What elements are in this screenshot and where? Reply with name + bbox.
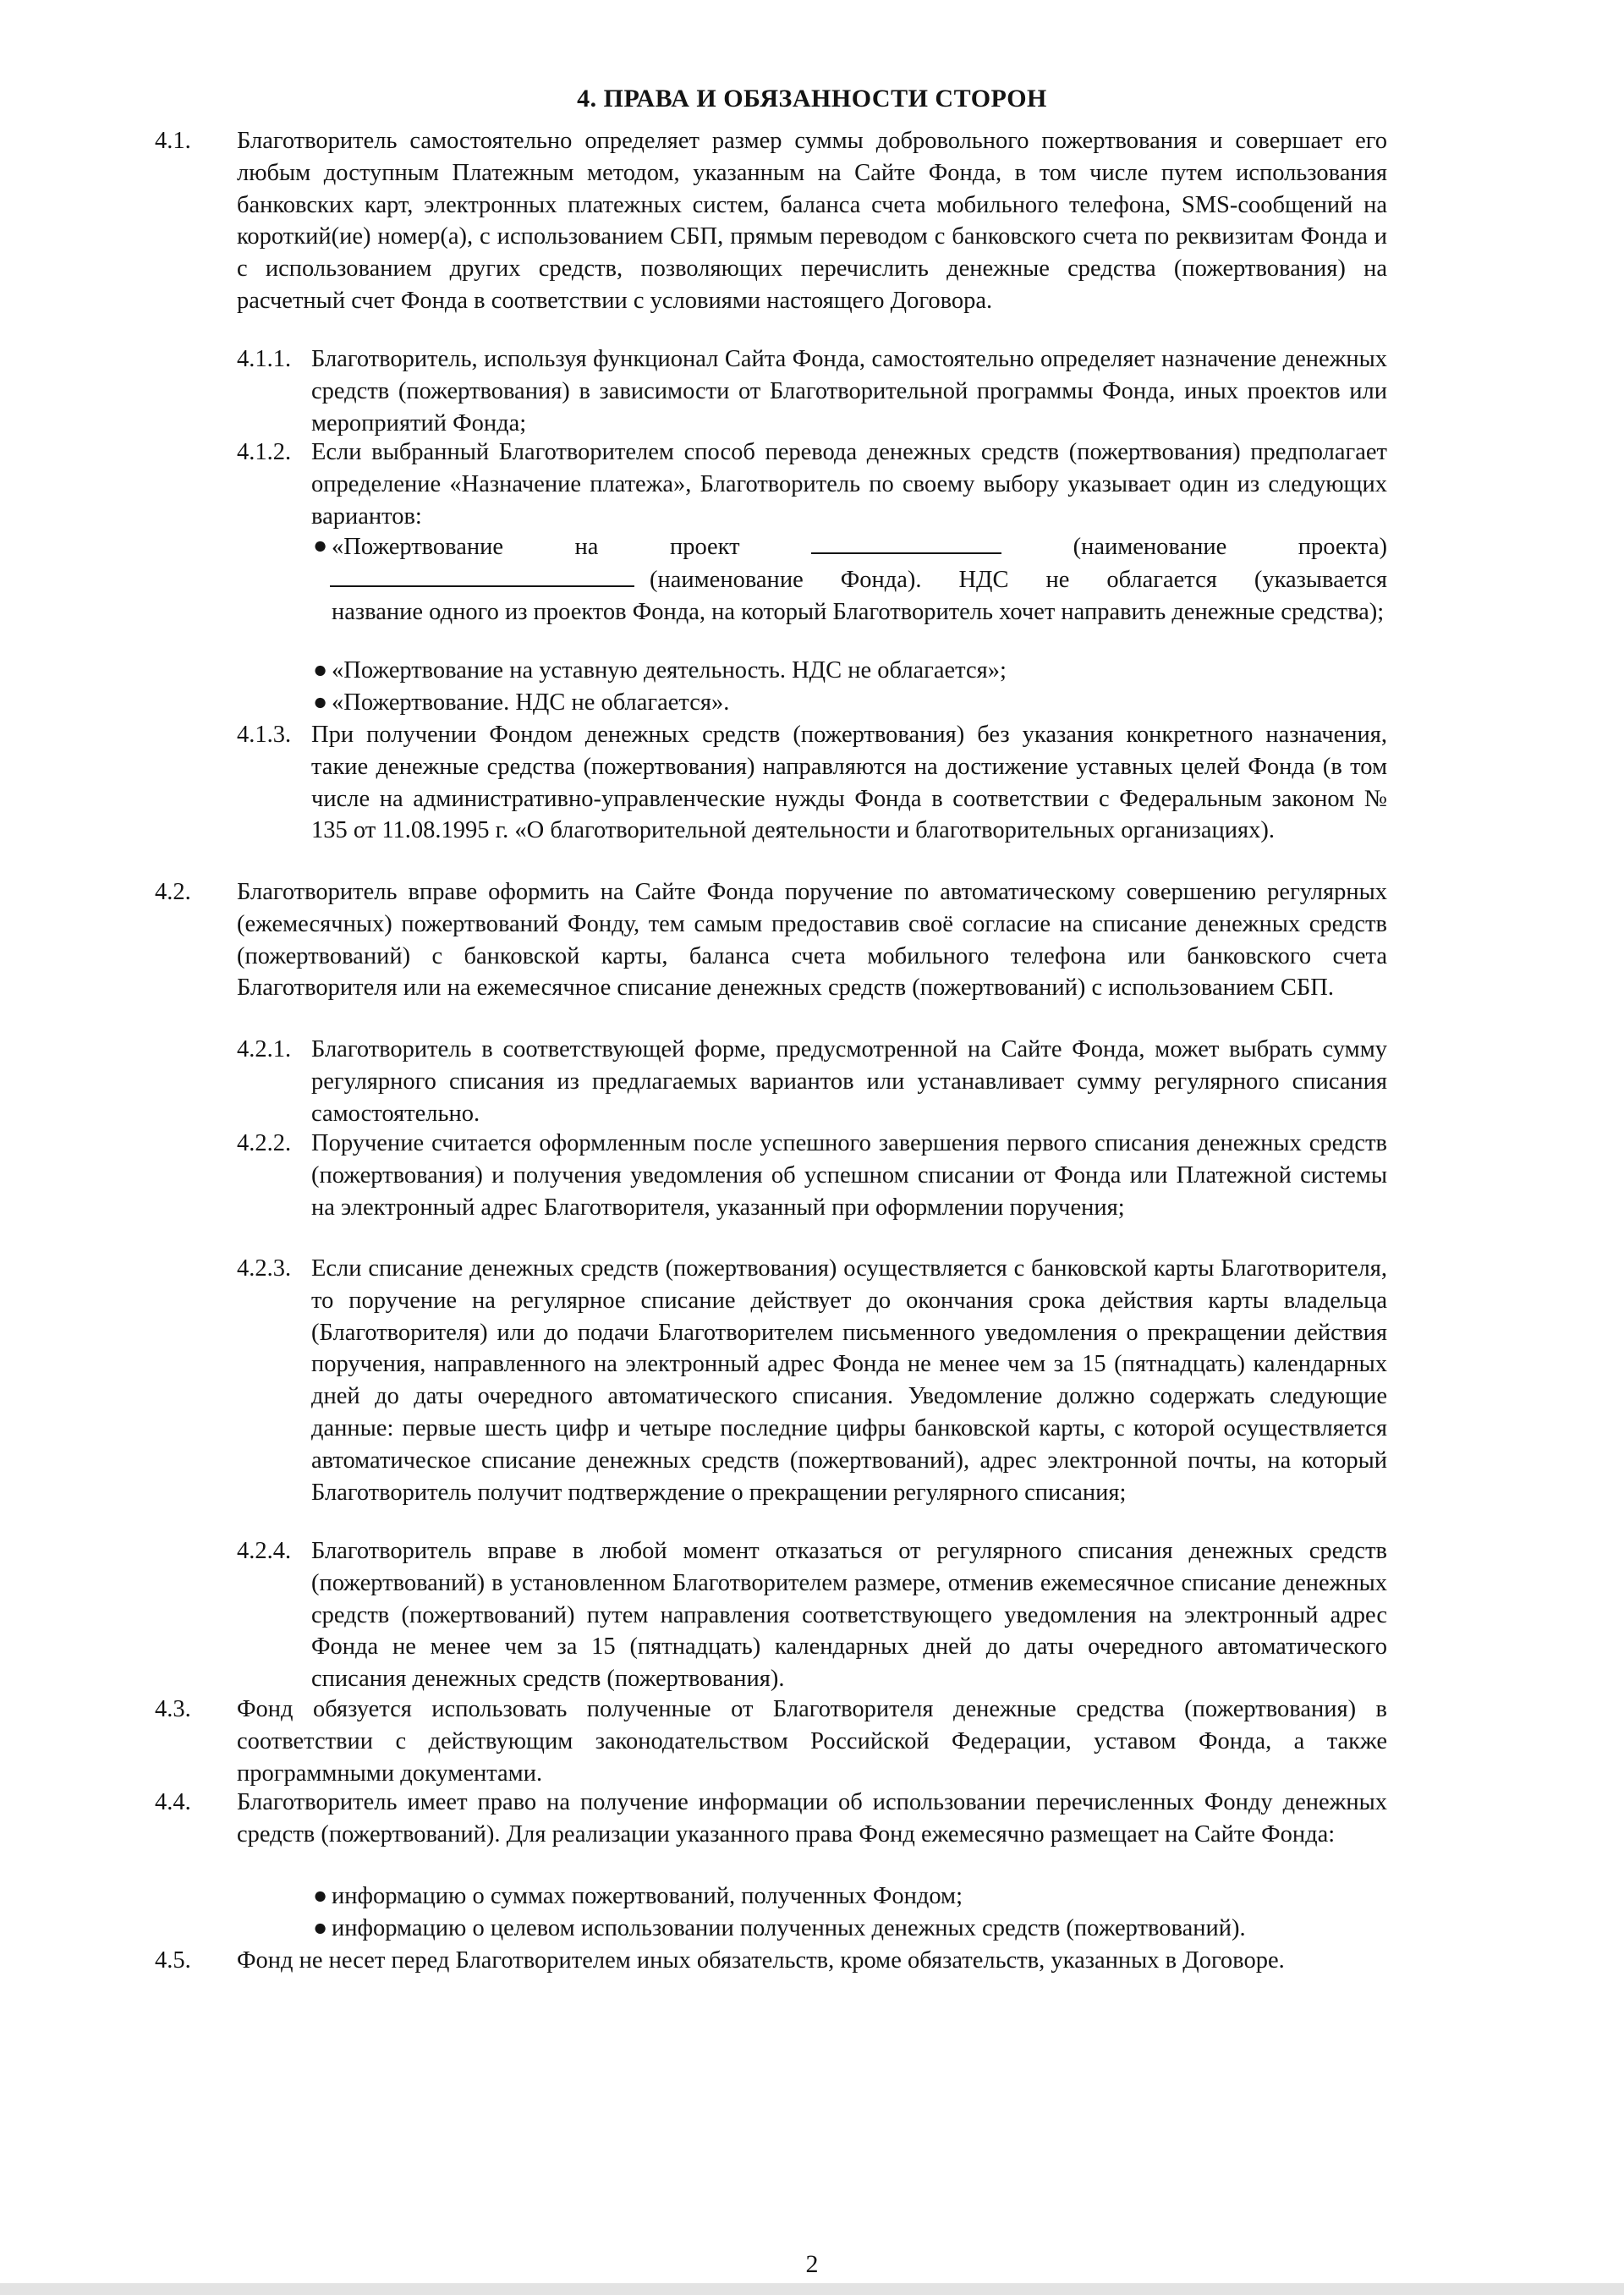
- clause-number: 4.1.2.: [237, 439, 292, 465]
- clause-number: 4.3.: [155, 1696, 191, 1722]
- clause-number: 4.2.4.: [237, 1538, 292, 1564]
- scan-edge: [0, 2283, 1624, 2295]
- bullet-dot-icon: ●: [313, 1883, 328, 1909]
- clause-text: Фонд не несет перед Благотворителем иных обязательств, кроме обязательств, указанных в Договоре.: [237, 1947, 1285, 1974]
- bullet-word: на: [574, 534, 599, 560]
- clause-number: 4.5.: [155, 1947, 191, 1974]
- bullet-word: (наименование: [1073, 534, 1227, 560]
- bullet-text: «Пожертвование на уставную деятельность. НДС не облагается»;: [332, 657, 1007, 684]
- bullet-word: (наименование Фонда). НДС не облагается (указывается: [650, 566, 1387, 593]
- clause-text: Поручение считается оформленным после успешного завершения первого списания денежных средств (пожертвования) и получения уведомления об успешном списании от Фонда или Платежной системы на электронный адрес Благотворителя, указанный при оформлении поручения;: [311, 1130, 1387, 1221]
- clause-text: Благотворитель вправе в любой момент отказаться от регулярного списания денежных средств (пожертвований) в установленном Благотворителем размере, отменив ежемесячное списание денежных средств (пожертвований) путем направления соответствующего уведомления на электронный адрес Фонда не менее чем за 15 (пятнадцать) календарных дней до даты очередного автоматического списания денежных средств (пожертвования).: [311, 1538, 1387, 1693]
- clause-text: Если выбранный Благотворителем способ перевода денежных средств (пожертвования) предполагает определение «Назначение платежа», Благотворитель по своему выбору указывает один из следующих вариантов:: [311, 439, 1387, 530]
- section-title: 4. ПРАВА И ОБЯЗАННОСТИ СТОРОН: [577, 85, 1047, 113]
- bullet-text: информацию о целевом использовании полученных денежных средств (пожертвований).: [332, 1915, 1246, 1941]
- clause-number: 4.4.: [155, 1789, 191, 1815]
- bullet-dot-icon: ●: [313, 533, 328, 559]
- bullet-dot-icon: ●: [313, 689, 328, 716]
- clause-text: Благотворитель имеет право на получение информации об использовании перечисленных Фонду денежных средств (пожертвований). Для реализации указанного права Фонд ежемесячно размещает на Сайте Фонда:: [237, 1789, 1387, 1848]
- bullet-text: «Пожертвование. НДС не облагается».: [332, 689, 730, 716]
- bullet-dot-icon: ●: [313, 657, 328, 684]
- bullet-word: проекта): [1298, 534, 1387, 560]
- clause-text: При получении Фондом денежных средств (пожертвования) без указания конкретного назначения, такие денежные средства (пожертвования) направляются на достижение уставных целей Фонда (в том числе на административно-управленческие нужды Фонда в соответствии с Федеральным законом № 135 от 11.08.1995 г. «О благотворительной деятельности и благотворительных организациях).: [311, 722, 1387, 844]
- bullet-continuation: название одного из проектов Фонда, на который Благотворитель хочет направить денежные средства);: [332, 598, 1385, 625]
- bullet-text: информацию о суммах пожертвований, полученных Фондом;: [332, 1883, 963, 1909]
- clause-number: 4.1.1.: [237, 346, 292, 372]
- clause-text: Фонд обязуется использовать полученные от Благотворителя денежные средства (пожертвования) в соответствии с действующим законодательством Российской Федерации, уставом Фонда, а также программными документами.: [237, 1696, 1387, 1787]
- clause-text: Благотворитель, используя функционал Сайта Фонда, самостоятельно определяет назначение денежных средств (пожертвования) в зависимости от Благотворительной программы Фонда, иных проектов или мероприятий Фонда;: [311, 346, 1387, 436]
- clause-number: 4.2.1.: [237, 1036, 292, 1062]
- clause-number: 4.2.3.: [237, 1255, 292, 1282]
- page-number: 2: [805, 2250, 819, 2278]
- clause-number: 4.1.: [155, 128, 191, 154]
- blank-field-project: [811, 530, 1001, 554]
- clause-text: Если списание денежных средств (пожертвования) осуществляется с банковской карты Благотворителя, то поручение на регулярное списание действует до окончания срока действия карты владельца (Благотворителя) или до подачи Благотворителем письменного уведомления о прекращении действия поручения, направленного на электронный адрес Фонда не менее чем за 15 (пятнадцать) календарных дней до даты очередного автоматического списания. Уведомление должно содержать следующие данные: первые шесть цифр и четыре последние цифры банковской карты, с которой осуществляется автоматическое списание денежных средств (пожертвований), адрес электронной почты, на который Благотворитель получит подтверждение о прекращении регулярного списания;: [311, 1255, 1387, 1506]
- clause-text: Благотворитель самостоятельно определяет размер суммы добровольного пожертвования и совершает его любым доступным Платежным методом, указанным на Сайте Фонда, в том числе путем использования банковских карт, электронных платежных систем, баланса счета мобильного телефона, SMS-сообщений на короткий(ие) номер(а), с использованием СБП, прямым переводом с банковского счета по реквизитам Фонда и с использованием других средств, позволяющих перечислить денежные средства (пожертвования) на расчетный счет Фонда в соответствии с условиями настоящего Договора.: [237, 128, 1387, 314]
- clause-number: 4.2.2.: [237, 1130, 292, 1156]
- bullet-text: [332, 530, 1387, 628]
- bullet-dot-icon: ●: [313, 1915, 328, 1941]
- blank-field-fund: [330, 563, 634, 587]
- clause-text: Благотворитель в соответствующей форме, предусмотренной на Сайте Фонда, может выбрать сумму регулярного списания из предлагаемых вариантов или устанавливает сумму регулярного списания самостоятельно.: [311, 1036, 1387, 1127]
- clause-number: 4.2.: [155, 879, 191, 905]
- bullet-word: проект: [669, 534, 740, 560]
- clause-text: Благотворитель вправе оформить на Сайте Фонда поручение по автоматическому совершению регулярных (ежемесячных) пожертвований Фонду, тем самым предоставив своё согласие на списание денежных средств (пожертвований) с банковской карты, баланса счета мобильного телефона или банковского счета Благотворителя или на ежемесячное списание денежных средств (пожертвований) с использованием СБП.: [237, 879, 1387, 1002]
- bullet-word: «Пожертвование: [332, 534, 504, 560]
- clause-number: 4.1.3.: [237, 722, 292, 748]
